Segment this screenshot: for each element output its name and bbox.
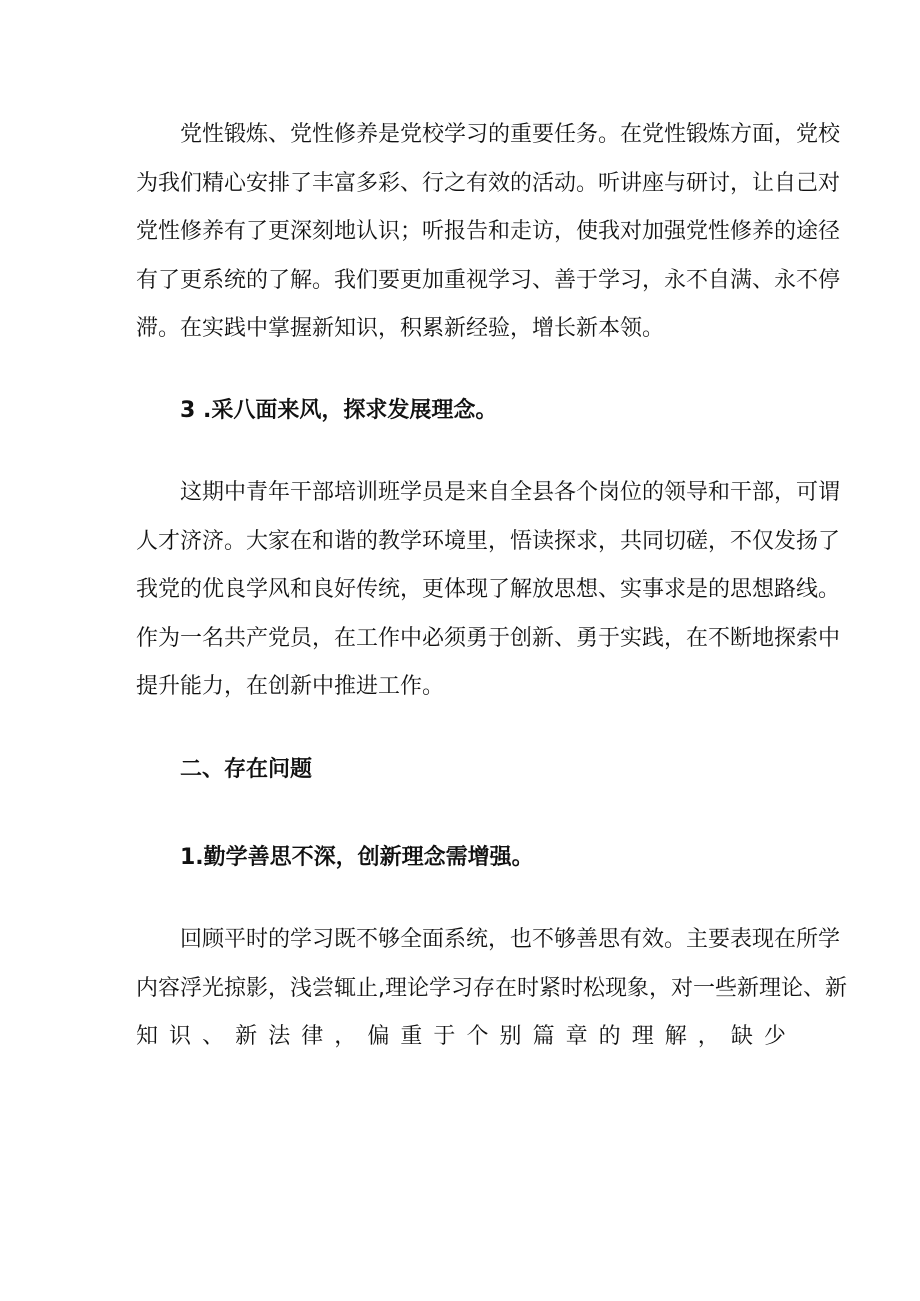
paragraph-line: 人才济济。大家在和谐的教学环境里，悟读探求，共同切磋，不仅发扬了 — [136, 528, 841, 554]
paragraph-training-class — [136, 469, 841, 712]
spaced-char: 章 — [565, 1024, 588, 1049]
spaced-char: 律 — [301, 1024, 324, 1049]
spaced-char: 法 — [268, 1024, 291, 1049]
paragraph-line: 我党的优良学风和良好传统，更体现了解放思想、实事求是的思想路线。 — [136, 577, 841, 602]
paragraph-line-spaced — [136, 1013, 786, 1062]
paragraph-line: 有了更系统的了解。我们要更加重视学习、善于学习，永不自满、永不停 — [136, 267, 841, 293]
section-heading-3: 3 .采八面来风，探求发展理念。 — [180, 398, 498, 423]
paragraph-line: 回顾平时的学习既不够全面系统，也不够善思有效。主要表现在所学 — [180, 927, 841, 952]
paragraph-line: 提升能力，在创新中推进工作。 — [136, 674, 445, 699]
paragraph-line: 滞。在实践中掌握新知识，积累新经验，增长新本领。 — [136, 316, 665, 341]
paragraph-line: 内容浮光掠影，浅尝辄止,理论学习存在时紧时松现象，对一些新理论、新 — [136, 975, 847, 1001]
spaced-char: 知 — [136, 1024, 159, 1049]
spaced-char: 缺 — [730, 1024, 753, 1049]
subheading-1: 1.勤学善思不深，创新理念需增强。 — [180, 845, 534, 870]
spaced-char: 篇 — [532, 1024, 555, 1049]
paragraph-line: 党性锻炼、党性修养是党校学习的重要任务。在党性锻炼方面，党校 — [180, 122, 841, 147]
spaced-char: 、 — [202, 1024, 225, 1049]
spaced-char: 于 — [433, 1024, 456, 1049]
spaced-char: 的 — [598, 1024, 621, 1049]
spaced-char: 重 — [400, 1024, 423, 1049]
spaced-char: 识 — [169, 1024, 192, 1049]
spaced-char: 少 — [763, 1024, 786, 1049]
paragraph-line: 为我们精心安排了丰富多彩、行之有效的活动。听讲座与研讨，让自己对 — [136, 170, 841, 196]
spaced-char: 个 — [466, 1024, 489, 1049]
paragraph-review — [136, 916, 847, 1062]
paragraph-party-spirit — [136, 111, 841, 354]
spaced-char: 别 — [499, 1024, 522, 1049]
spaced-char: 偏 — [367, 1024, 390, 1049]
section-heading-problems: 二、存在问题 — [180, 757, 313, 782]
spaced-char: ， — [697, 1024, 720, 1049]
paragraph-line: 这期中青年干部培训班学员是来自全县各个岗位的领导和干部，可谓 — [180, 480, 841, 505]
spaced-char: 新 — [235, 1024, 258, 1049]
paragraph-line: 党性修养有了更深刻地认识；听报告和走访，使我对加强党性修养的途径 — [136, 219, 841, 244]
spaced-char: 理 — [631, 1024, 654, 1049]
spaced-char: ， — [334, 1024, 357, 1049]
spaced-char: 解 — [664, 1024, 687, 1049]
paragraph-line: 作为一名共产党员，在工作中必须勇于创新、勇于实践，在不断地探索中 — [136, 625, 841, 651]
